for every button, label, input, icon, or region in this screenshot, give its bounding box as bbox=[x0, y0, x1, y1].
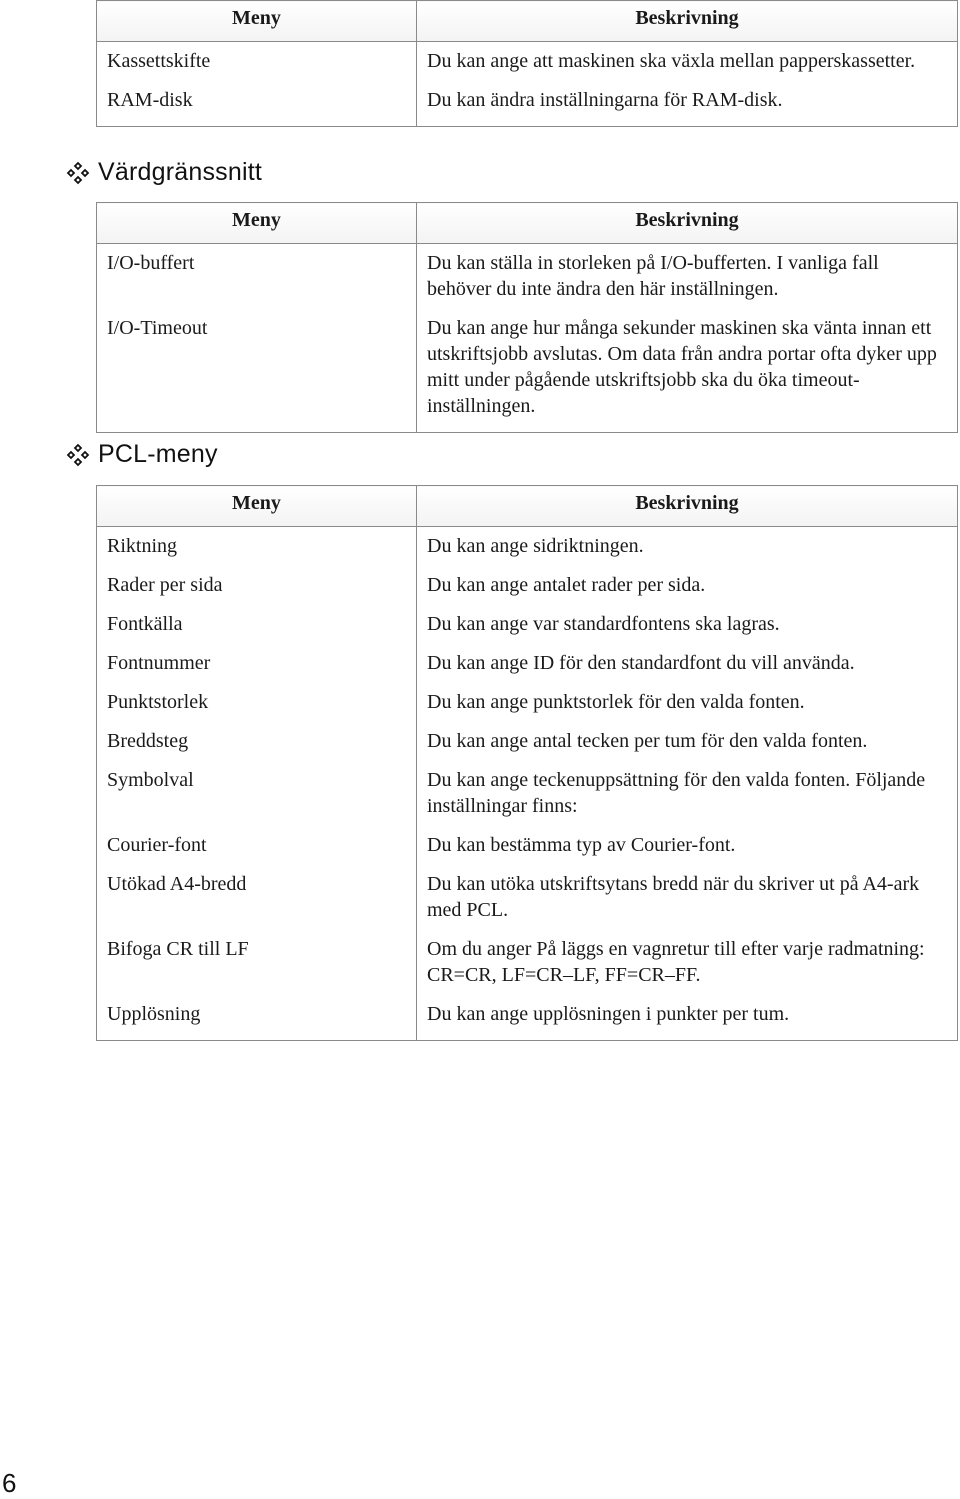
table-host-interface bbox=[96, 202, 958, 433]
menu-item: Riktning bbox=[107, 535, 178, 557]
section-heading-host-interface bbox=[66, 158, 262, 187]
menu-item: Bifoga CR till LF bbox=[107, 938, 249, 960]
header-menu: Meny bbox=[97, 1, 417, 42]
table-row bbox=[97, 832, 958, 871]
menu-item: Fontnummer bbox=[107, 652, 211, 674]
section-title: Värdgränssnitt bbox=[98, 158, 262, 186]
table-row bbox=[97, 767, 958, 832]
menu-description: Du kan ange teckenuppsättning för den valda fonten. Följande inställningar finns: bbox=[427, 769, 926, 817]
diamond-bullet-icon bbox=[66, 443, 90, 467]
section-heading-pcl-menu bbox=[66, 440, 218, 469]
menu-item: Symbolval bbox=[107, 769, 194, 791]
menu-description: Om du anger På läggs en vagnretur till efter varje radmatning: CR=CR, LF=CR–LF, FF=CR–FF. bbox=[427, 938, 925, 986]
menu-description: Du kan ställa in storleken på I/O-bufferten. I vanliga fall behöver du inte ändra den här inställningen. bbox=[427, 252, 879, 300]
menu-item: Utökad A4-bredd bbox=[107, 873, 247, 895]
menu-description: Du kan ange upplösningen i punkter per tum. bbox=[427, 1003, 790, 1025]
header-description: Beskrivning bbox=[417, 486, 958, 527]
menu-description: Du kan ange att maskinen ska växla mellan papperskassetter. bbox=[427, 50, 916, 72]
table-pcl-menu bbox=[96, 485, 958, 1041]
menu-description: Du kan ange hur många sekunder maskinen ska vänta innan ett utskriftsjobb avslutas. Om data från andra portar ofta dyker upp mitt under pågående utskriftsjobb ska du öka timeout-inställningen. bbox=[427, 317, 937, 417]
menu-description: Du kan ange ID för den standardfont du vill använda. bbox=[427, 652, 855, 674]
table-row bbox=[97, 728, 958, 767]
menu-description: Du kan ändra inställningarna för RAM-disk. bbox=[427, 89, 783, 111]
menu-item: Kassettskifte bbox=[107, 50, 211, 72]
table-row bbox=[97, 650, 958, 689]
table-row bbox=[97, 87, 958, 127]
diamond-bullet-icon bbox=[66, 161, 90, 185]
menu-description: Du kan ange antalet rader per sida. bbox=[427, 574, 706, 596]
table-row bbox=[97, 42, 958, 88]
menu-item: Courier-font bbox=[107, 834, 207, 856]
menu-item: I/O-Timeout bbox=[107, 317, 208, 339]
table-misc bbox=[96, 0, 958, 127]
page-number: 6 bbox=[2, 1468, 17, 1498]
menu-item: Punktstorlek bbox=[107, 691, 209, 713]
table-row bbox=[97, 572, 958, 611]
table-row bbox=[97, 936, 958, 1001]
table-row bbox=[97, 871, 958, 936]
header-description: Beskrivning bbox=[417, 1, 958, 42]
menu-description: Du kan ange punktstorlek för den valda fonten. bbox=[427, 691, 805, 713]
menu-description: Du kan utöka utskriftsytans bredd när du skriver ut på A4-ark med PCL. bbox=[427, 873, 920, 921]
section-title: PCL-meny bbox=[98, 440, 218, 468]
menu-item: RAM-disk bbox=[107, 89, 193, 111]
header-menu: Meny bbox=[97, 203, 417, 244]
table-row bbox=[97, 527, 958, 573]
menu-description: Du kan ange sidriktningen. bbox=[427, 535, 644, 557]
table-row bbox=[97, 689, 958, 728]
header-description: Beskrivning bbox=[417, 203, 958, 244]
menu-item: Fontkälla bbox=[107, 613, 183, 635]
menu-item: Breddsteg bbox=[107, 730, 189, 752]
table-row bbox=[97, 315, 958, 433]
header-menu: Meny bbox=[97, 486, 417, 527]
table-row bbox=[97, 611, 958, 650]
table-row bbox=[97, 1001, 958, 1041]
menu-description: Du kan ange antal tecken per tum för den valda fonten. bbox=[427, 730, 868, 752]
menu-description: Du kan bestämma typ av Courier-font. bbox=[427, 834, 736, 856]
menu-description: Du kan ange var standardfontens ska lagras. bbox=[427, 613, 780, 635]
menu-item: Upplösning bbox=[107, 1003, 201, 1025]
table-row bbox=[97, 244, 958, 316]
menu-item: Rader per sida bbox=[107, 574, 223, 596]
menu-item: I/O-buffert bbox=[107, 252, 195, 274]
